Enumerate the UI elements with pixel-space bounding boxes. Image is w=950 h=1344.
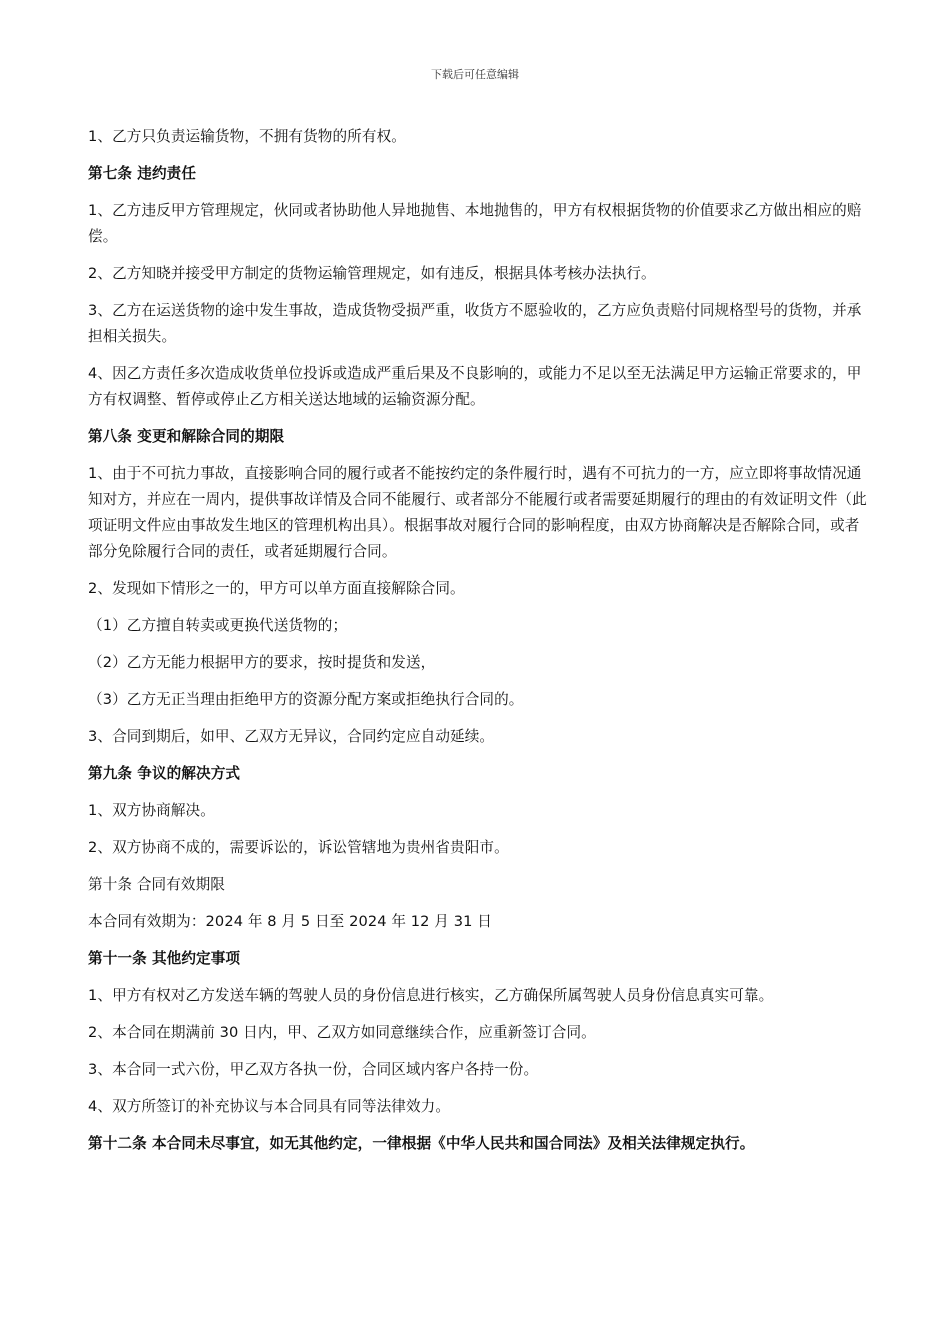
clause-paragraph: 2、本合同在期满前 30 日内，甲、乙双方如同意继续合作，应重新签订合同。 — [88, 1024, 596, 1041]
clause-paragraph: 1、双方协商解决。 — [88, 802, 215, 819]
clause-paragraph: 1、由于不可抗力事故，直接影响合同的履行或者不能按约定的条件履行时，遇有不可抗力的一方，应立即将事故情况通知对方，并应在一周内，提供事故详情及合同不能履行、或者部分不能履行或者需要延期履行的理由的有效证明文件（此项证明文件应由事故发生地区的管理机构出具）。根据事故对履行合同的影响程度，由双方协商解决是否解除合同，或者部分免除履行合同的责任，或者延期履行合同。 — [88, 465, 867, 560]
clause-paragraph: 3、本合同一式六份，甲乙双方各执一份，合同区域内客户各持一份。 — [88, 1061, 539, 1078]
clause-paragraph: 4、双方所签订的补充协议与本合同具有同等法律效力。 — [88, 1098, 451, 1115]
document-body — [88, 124, 868, 1168]
clause-paragraph: 4、因乙方责任多次造成收货单位投诉或造成严重后果及不良影响的，或能力不足以至无法满足甲方运输正常要求的，甲方有权调整、暂停或停止乙方相关送达地域的运输资源分配。 — [88, 365, 862, 408]
section-heading: 第七条 违约责任 — [88, 165, 197, 182]
sub-clause: （2）乙方无能力根据甲方的要求，按时提货和发送， — [88, 654, 436, 671]
section-heading: 第九条 争议的解决方式 — [88, 765, 241, 782]
section-heading: 第十二条 本合同未尽事宜，如无其他约定，一律根据《中华人民共和国合同法》及相关法律规定执行。 — [88, 1135, 755, 1152]
clause-paragraph: 1、乙方只负责运输货物，不拥有货物的所有权。 — [88, 128, 406, 145]
section-heading: 第十条 合同有效期限 — [88, 876, 225, 893]
clause-paragraph: 2、乙方知晓并接受甲方制定的货物运输管理规定，如有违反，根据具体考核办法执行。 — [88, 265, 656, 282]
clause-paragraph: 3、合同到期后，如甲、乙双方无异议，合同约定应自动延续。 — [88, 728, 495, 745]
sub-clause: （3）乙方无正当理由拒绝甲方的资源分配方案或拒绝执行合同的。 — [88, 691, 524, 708]
section-heading: 第十一条 其他约定事项 — [88, 950, 241, 967]
section-heading: 第八条 变更和解除合同的期限 — [88, 428, 285, 445]
clause-paragraph: 2、双方协商不成的，需要诉讼的，诉讼管辖地为贵州省贵阳市。 — [88, 839, 509, 856]
sub-clause: （1）乙方擅自转卖或更换代送货物的； — [88, 617, 348, 634]
clause-paragraph: 1、乙方违反甲方管理规定，伙同或者协助他人异地抛售、本地抛售的，甲方有权根据货物的价值要求乙方做出相应的赔偿。 — [88, 202, 862, 245]
clause-paragraph: 3、乙方在运送货物的途中发生事故，造成货物受损严重，收货方不愿验收的，乙方应负责赔付同规格型号的货物，并承担相关损失。 — [88, 302, 862, 345]
page-header: 下载后可任意编辑 — [431, 68, 519, 81]
clause-paragraph: 2、发现如下情形之一的，甲方可以单方面直接解除合同。 — [88, 580, 465, 597]
clause-paragraph: 1、甲方有权对乙方发送车辆的驾驶人员的身份信息进行核实，乙方确保所属驾驶人员身份信息真实可靠。 — [88, 987, 774, 1004]
clause-paragraph: 本合同有效期为：2024 年 8 月 5 日至 2024 年 12 月 31 日 — [88, 913, 492, 930]
